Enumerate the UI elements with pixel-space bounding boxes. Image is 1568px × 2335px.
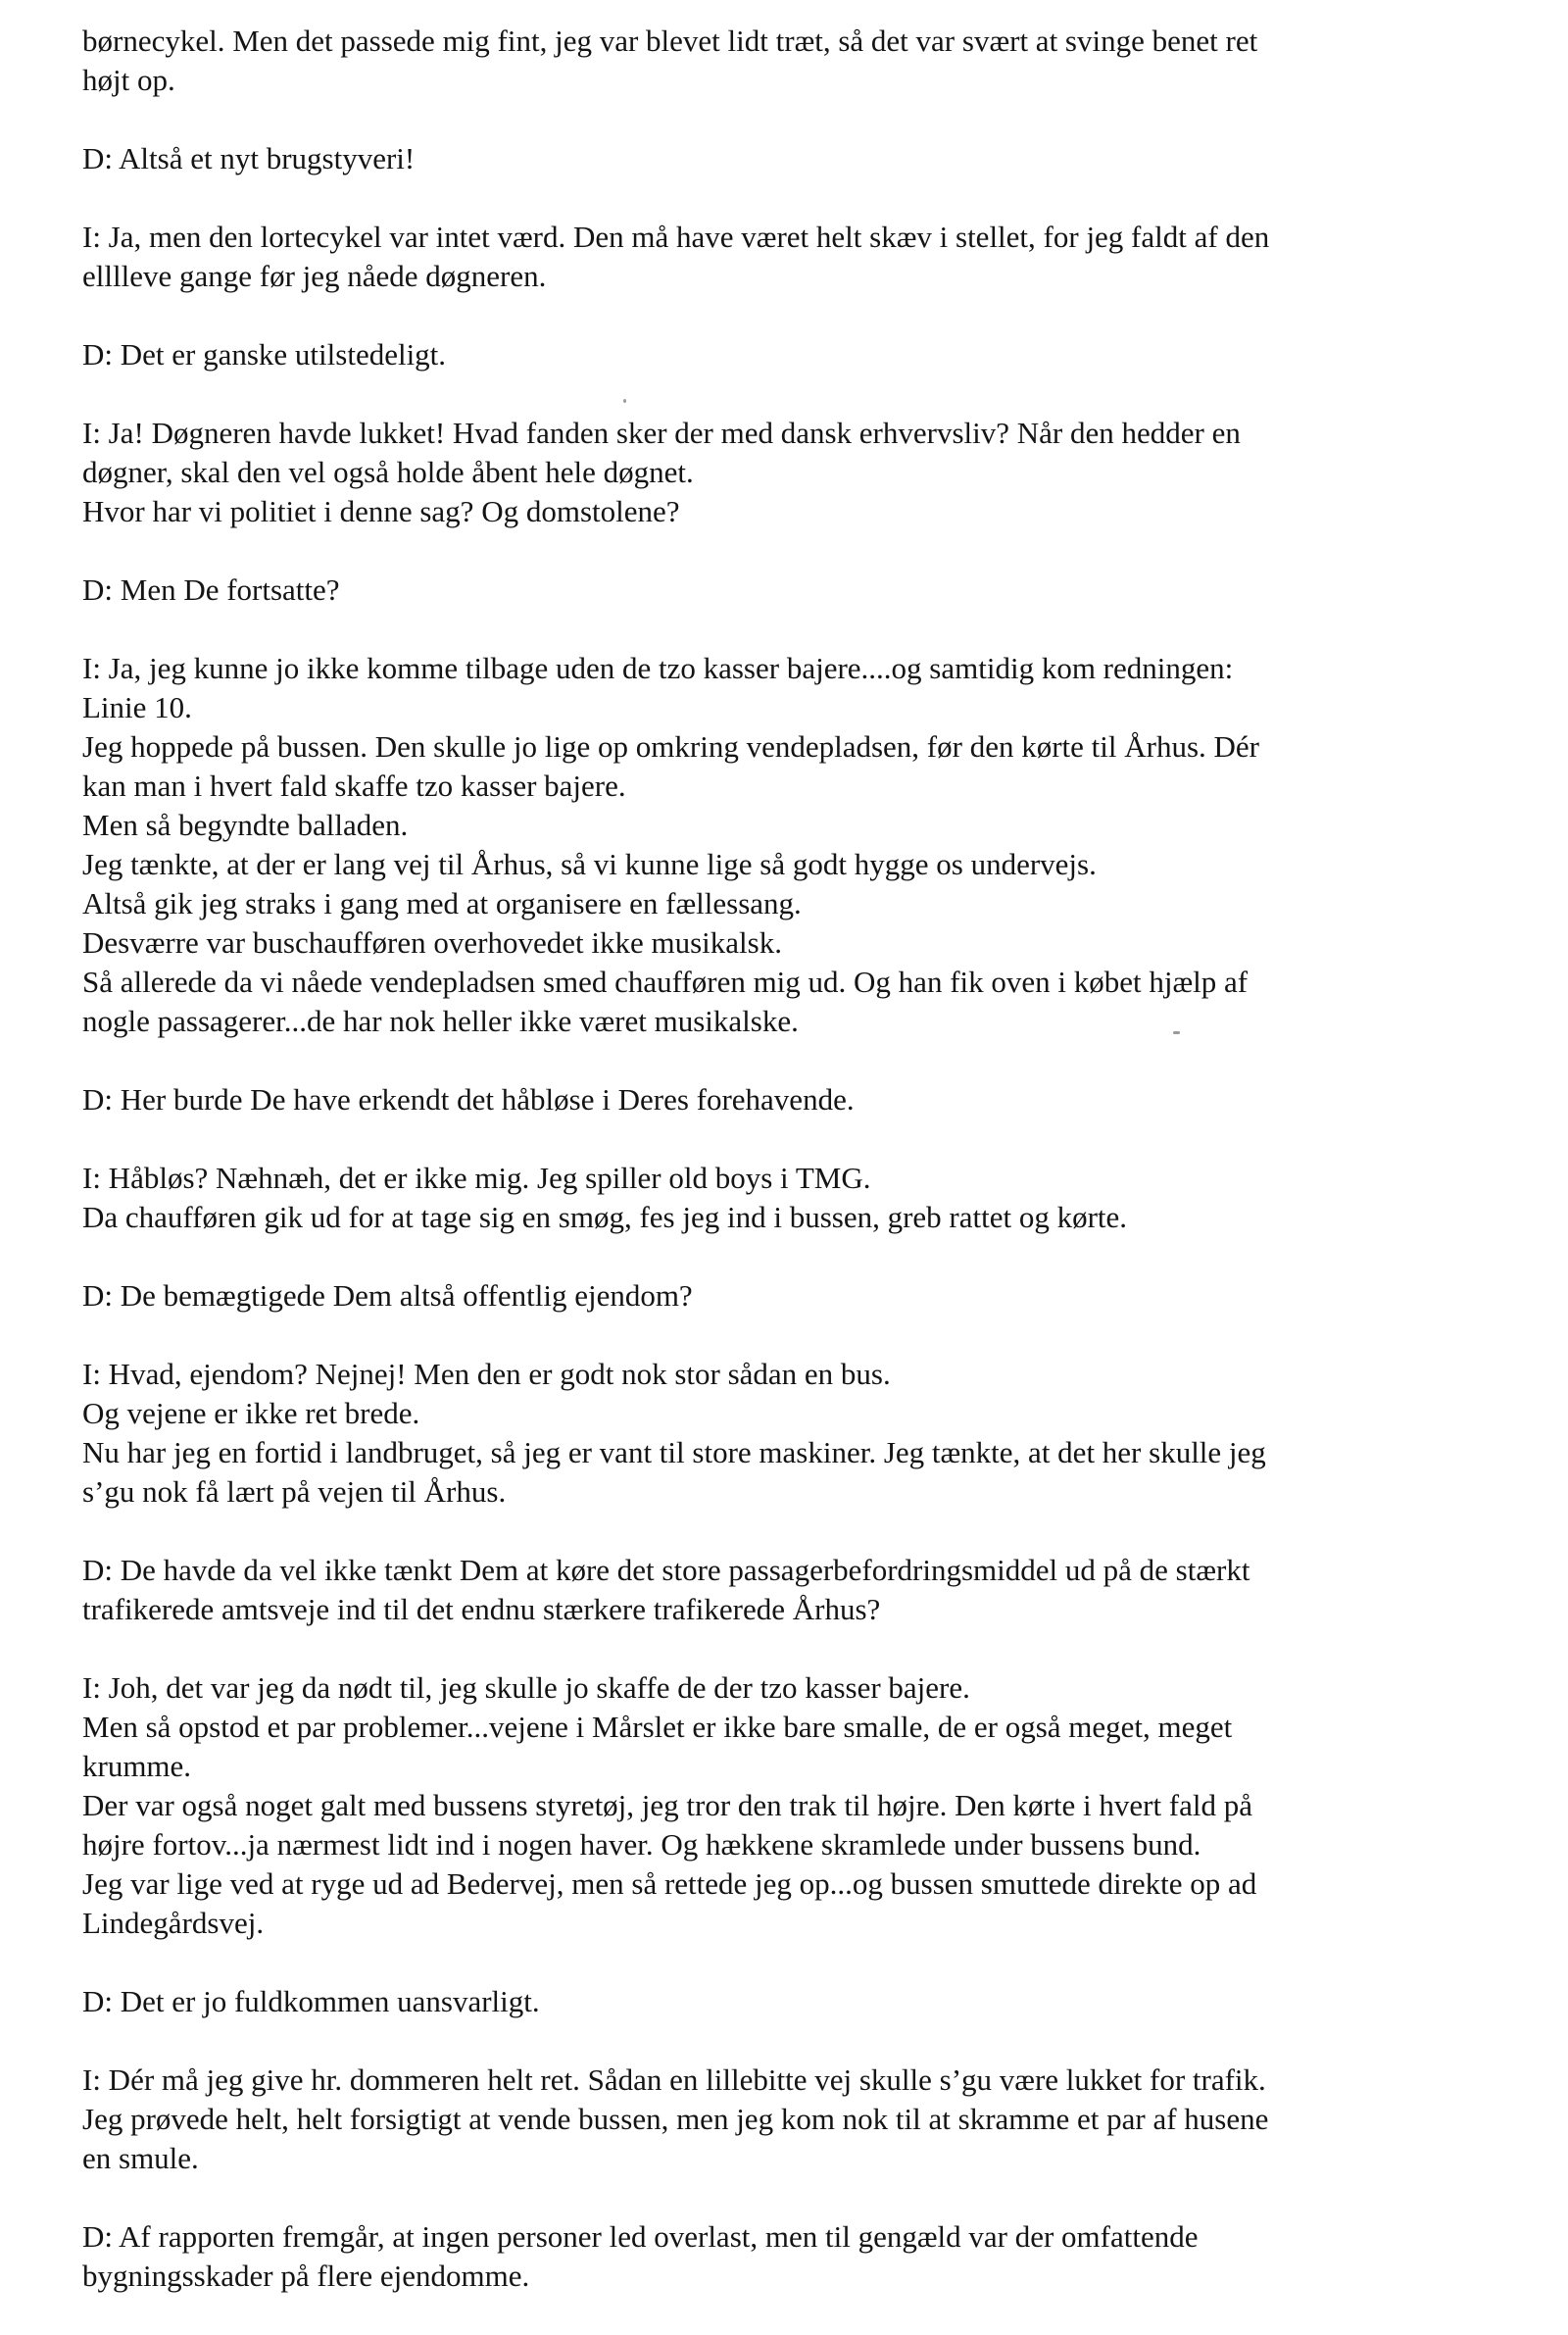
text-line: D: De havde da vel ikke tænkt Dem at køre det store passagerbefordringsmiddel ud på de stærkt bbox=[82, 1553, 1250, 1587]
text-line: I: Hvad, ejendom? Nejnej! Men den er godt nok stor sådan en bus. bbox=[82, 1357, 891, 1391]
text-line: I: Ja, men den lortecykel var intet værd. Den må have været helt skæv i stellet, for jeg faldt af den bbox=[82, 220, 1270, 254]
text-line: en smule. bbox=[82, 2141, 199, 2175]
scan-speck bbox=[1173, 1031, 1180, 1034]
text-line: krumme. bbox=[82, 1749, 192, 1783]
dialogue-paragraph bbox=[82, 22, 1494, 100]
dialogue-paragraph bbox=[82, 1668, 1494, 1943]
text-line: I: Joh, det var jeg da nødt til, jeg skulle jo skaffe de der tzo kasser bajere. bbox=[82, 1670, 970, 1705]
transcript-page bbox=[82, 22, 1494, 2335]
dialogue-paragraph bbox=[82, 571, 1494, 610]
text-line: I: Ja, jeg kunne jo ikke komme tilbage uden de tzo kasser bajere....og samtidig kom redningen: bbox=[82, 651, 1234, 685]
text-line: Nu har jeg en fortid i landbruget, så jeg er vant til store maskiner. Jeg tænkte, at det her skulle jeg bbox=[82, 1435, 1266, 1469]
text-line: børnecykel. Men det passede mig fint, jeg var blevet lidt træt, så det var svært at svinge benet ret bbox=[82, 24, 1258, 58]
text-line: Lindegårdsvej. bbox=[82, 1906, 265, 1940]
dialogue-paragraph bbox=[82, 414, 1494, 531]
text-line: Linie 10. bbox=[82, 690, 192, 724]
dialogue-paragraph bbox=[82, 2217, 1494, 2296]
text-line: Jeg prøvede helt, helt forsigtigt at vende bussen, men jeg kom nok til at skramme et par af husene bbox=[82, 2102, 1269, 2136]
text-line: D: Altså et nyt brugstyveri! bbox=[82, 141, 416, 175]
text-line: D: Det er ganske utilstedeligt. bbox=[82, 337, 447, 372]
text-line: bygningsskader på flere ejendomme. bbox=[82, 2259, 530, 2293]
dialogue-paragraph bbox=[82, 1551, 1494, 1629]
text-line: I: Håbløs? Næhnæh, det er ikke mig. Jeg spiller old boys i TMG. bbox=[82, 1161, 871, 1195]
text-line: Altså gik jeg straks i gang med at organisere en fællessang. bbox=[82, 886, 802, 920]
text-line: Jeg hoppede på bussen. Den skulle jo lige op omkring vendepladsen, før den kørte til Århus. Dér bbox=[82, 729, 1259, 764]
dialogue-paragraph bbox=[82, 1080, 1494, 1119]
text-line: højre fortov...ja nærmest lidt ind i nogen haver. Og hækkene skramlede under bussens bund. bbox=[82, 1827, 1201, 1862]
text-line: D: Det er jo fuldkommen uansvarligt. bbox=[82, 1984, 540, 2018]
dialogue-paragraph bbox=[82, 1276, 1494, 1316]
text-line: Så allerede da vi nåede vendepladsen smed chaufføren mig ud. Og han fik oven i købet hjælp af bbox=[82, 965, 1249, 999]
dialogue-paragraph bbox=[82, 2061, 1494, 2178]
dialogue-paragraph bbox=[82, 335, 1494, 374]
text-line: Men så begyndte balladen. bbox=[82, 808, 409, 842]
text-line: Og vejene er ikke ret brede. bbox=[82, 1396, 420, 1430]
text-line: D: Men De fortsatte? bbox=[82, 572, 340, 607]
dialogue-paragraph bbox=[82, 649, 1494, 1041]
text-line: trafikerede amtsveje ind til det endnu stærkere trafikerede Århus? bbox=[82, 1592, 881, 1626]
dialogue-paragraph bbox=[82, 218, 1494, 296]
text-line: Jeg tænkte, at der er lang vej til Århus, så vi kunne lige så godt hygge os undervejs. bbox=[82, 847, 1097, 881]
text-line: døgner, skal den vel også holde åbent hele døgnet. bbox=[82, 455, 694, 489]
text-line: Da chaufføren gik ud for at tage sig en smøg, fes jeg ind i bussen, greb rattet og kørte. bbox=[82, 1200, 1128, 1234]
dialogue-paragraph bbox=[82, 1982, 1494, 2021]
text-line: D: Her burde De have erkendt det håbløse i Deres forehavende. bbox=[82, 1082, 855, 1117]
text-line: D: Af rapporten fremgår, at ingen personer led overlast, men til gengæld var der omfattende bbox=[82, 2219, 1199, 2254]
dialogue-paragraph bbox=[82, 139, 1494, 178]
scan-speck bbox=[623, 399, 626, 403]
text-line: Der var også noget galt med bussens styretøj, jeg tror den trak til højre. Den kørte i hvert fald på bbox=[82, 1788, 1253, 1822]
text-line: D: De bemægtigede Dem altså offentlig ejendom? bbox=[82, 1278, 693, 1313]
text-line: Jeg var lige ved at ryge ud ad Bedervej, men så rettede jeg op...og bussen smuttede direkte op ad bbox=[82, 1866, 1257, 1901]
text-line: I: Dér må jeg give hr. dommeren helt ret. Sådan en lillebitte vej skulle s’gu være lukket for trafik. bbox=[82, 2062, 1266, 2097]
text-line: nogle passagerer...de har nok heller ikke været musikalske. bbox=[82, 1004, 799, 1038]
text-line: elllleve gange før jeg nåede døgneren. bbox=[82, 259, 547, 293]
text-line: s’gu nok få lært på vejen til Århus. bbox=[82, 1474, 507, 1509]
text-line: Hvor har vi politiet i denne sag? Og domstolene? bbox=[82, 494, 680, 528]
text-line: højt op. bbox=[82, 63, 175, 97]
dialogue-paragraph bbox=[82, 1159, 1494, 1237]
dialogue-paragraph bbox=[82, 1355, 1494, 1512]
text-line: Desværre var buschaufføren overhovedet ikke musikalsk. bbox=[82, 925, 782, 960]
text-line: kan man i hvert fald skaffe tzo kasser bajere. bbox=[82, 769, 626, 803]
text-line: Men så opstod et par problemer...vejene i Mårslet er ikke bare smalle, de er også meget, meget bbox=[82, 1710, 1233, 1744]
text-line: I: Ja! Døgneren havde lukket! Hvad fanden sker der med dansk erhvervsliv? Når den hedder en bbox=[82, 416, 1241, 450]
